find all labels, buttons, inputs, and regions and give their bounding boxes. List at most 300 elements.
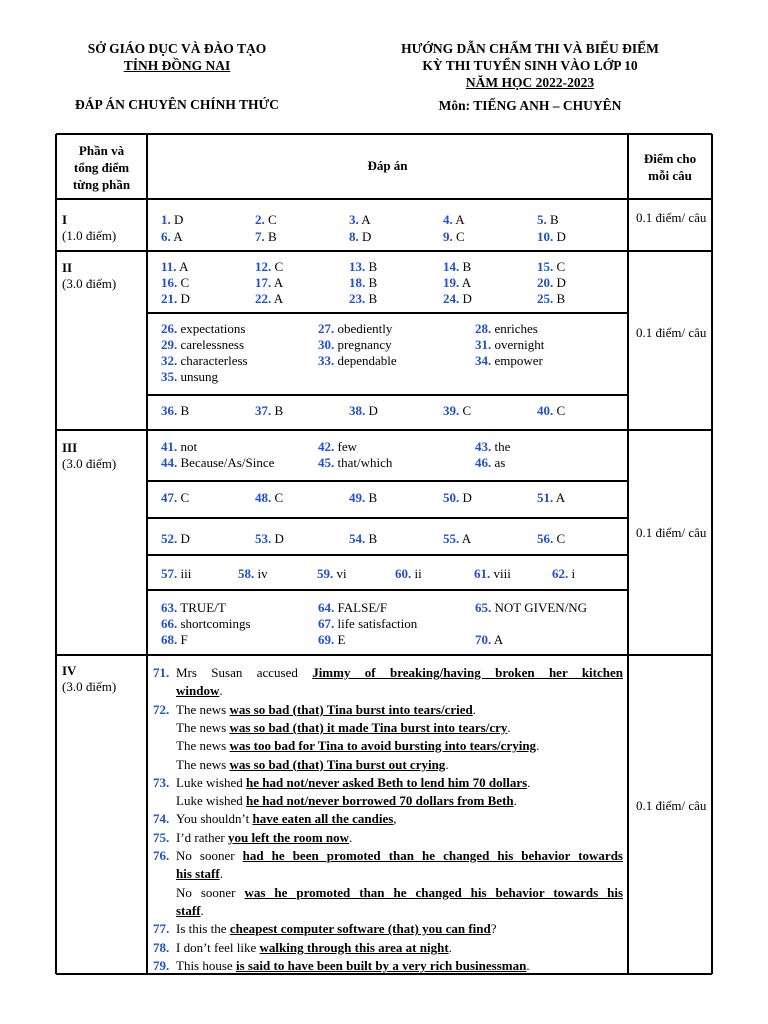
question-number: 10.: [537, 229, 554, 244]
answer-value: B: [553, 291, 566, 306]
answer-item: [318, 600, 387, 616]
sentence-stem: The news: [176, 738, 230, 754]
answer-item: [161, 616, 251, 632]
question-number: 32.: [161, 353, 178, 368]
sentence-end: .: [526, 957, 530, 973]
sentence-line: [153, 664, 623, 682]
answer-item: [161, 259, 188, 275]
sentence-stem: The news: [176, 701, 230, 717]
question-number: 4.: [443, 212, 453, 227]
sentence-text: [176, 702, 476, 717]
answer-item: [349, 229, 371, 245]
answer-item: [475, 337, 544, 353]
answer-phrase: you left the room now: [227, 829, 350, 845]
answer-item: [255, 291, 283, 307]
answer-item: [475, 632, 503, 648]
answer-value: Because/As/Since: [177, 455, 275, 470]
answer-value: unsung: [177, 369, 219, 384]
sentence-stem: Luke wished: [176, 774, 247, 790]
question-number: 74.: [153, 811, 170, 827]
header-part: Phần và tổng điểm từng phần: [72, 143, 131, 192]
question-number: 78.: [153, 939, 170, 955]
answer-item: [443, 275, 471, 291]
question-number: 26.: [161, 321, 178, 336]
table-rule: [56, 198, 712, 200]
answer-value: C: [177, 490, 190, 505]
answer-item: [255, 531, 284, 547]
answer-value: B: [365, 291, 378, 306]
answer-item: [395, 566, 422, 582]
answer-value: shortcomings: [177, 616, 251, 631]
table-rule: [147, 554, 628, 556]
answer-value: A: [553, 490, 566, 505]
question-number: 53.: [255, 531, 272, 546]
answer-phrase: he had not/never asked Beth to lend him 70 dollars: [246, 774, 528, 790]
answer-item: [161, 403, 189, 419]
answer-item: [161, 337, 244, 353]
answer-item: [443, 490, 472, 506]
answer-item: [475, 600, 587, 616]
answer-value: life satisfaction: [334, 616, 418, 631]
answer-item: [255, 403, 283, 419]
question-number: 3.: [349, 212, 359, 227]
question-number: 72.: [153, 701, 170, 717]
question-number: 51.: [537, 490, 554, 505]
table-rule: [56, 429, 712, 431]
answer-item: [443, 212, 465, 228]
answer-value: D: [271, 531, 284, 546]
sentence-text: [176, 738, 539, 753]
sentence-end: ,: [393, 811, 397, 827]
answer-item: [349, 275, 377, 291]
sentence-stem: No sooner: [176, 884, 245, 900]
question-number: 42.: [318, 439, 335, 454]
sentence-text: [176, 664, 623, 682]
answer-item: [537, 229, 566, 245]
question-number: 71.: [153, 665, 170, 680]
answer-value: D: [553, 275, 566, 290]
answer-value: not: [177, 439, 198, 454]
answer-value: D: [459, 490, 472, 505]
question-number: 50.: [443, 490, 460, 505]
answer-item: [255, 275, 283, 291]
question-number: 79.: [153, 957, 170, 973]
answer-value: A: [358, 212, 371, 227]
answer-item: [443, 403, 471, 419]
question-number: 29.: [161, 337, 178, 352]
sentence-end: .: [507, 719, 511, 735]
grading-guide-title: HƯỚNG DẪN CHẤM THI VÀ BIỂU ĐIỂM: [401, 41, 659, 56]
question-number: 52.: [161, 531, 178, 546]
score-per-question: 0.1 điểm/ câu: [636, 210, 707, 225]
sentence-text: [176, 793, 517, 808]
question-number: 40.: [537, 403, 554, 418]
header-score: Điểm cho mỗi câu: [643, 151, 697, 183]
sentence-text: [176, 940, 452, 955]
answer-value: overnight: [491, 337, 545, 352]
answer-item: [318, 321, 392, 337]
answer-item: [161, 353, 248, 369]
answer-item: [537, 403, 565, 419]
question-number: 22.: [255, 291, 272, 306]
header-right: [380, 40, 680, 114]
sentence-line: [153, 682, 623, 700]
answer-value: the: [491, 439, 511, 454]
question-number: 57.: [161, 566, 178, 581]
table-rule: [56, 250, 712, 252]
answer-value: A: [459, 531, 472, 546]
answer-value: B: [365, 490, 378, 505]
sentence-stem: The news: [176, 719, 230, 735]
sentence-stem: Luke wished: [176, 793, 247, 809]
answer-value: B: [271, 403, 284, 418]
question-number: 39.: [443, 403, 460, 418]
sentence-text: [176, 830, 352, 845]
sentence-end: .: [448, 939, 452, 955]
question-number: 48.: [255, 490, 272, 505]
question-number: 13.: [349, 259, 366, 274]
answer-item: [255, 259, 283, 275]
answer-item: [161, 321, 245, 337]
answer-item: [317, 566, 347, 582]
sentence-line: [153, 701, 623, 719]
answer-item: [443, 291, 472, 307]
sentence-end: .: [527, 774, 531, 790]
table-rule: [56, 133, 712, 135]
answer-item: [238, 566, 268, 582]
question-number: 61.: [474, 566, 491, 581]
question-number: 15.: [537, 259, 554, 274]
answer-value: D: [177, 291, 190, 306]
answer-value: FALSE/F: [334, 600, 388, 615]
answer-value: C: [553, 531, 566, 546]
answer-value: NOT GIVEN/NG: [491, 600, 588, 615]
official-answer-label: ĐÁP ÁN CHUYÊN CHÍNH THỨC: [74, 97, 279, 112]
answer-item: [255, 212, 277, 228]
sentence-line: [153, 957, 623, 975]
question-number: 17.: [255, 275, 272, 290]
sentence-text: [176, 847, 623, 865]
table-rule: [147, 480, 628, 482]
answer-item: [318, 455, 392, 471]
province-name: TỈNH ĐỒNG NAI: [123, 58, 231, 73]
answer-value: B: [365, 259, 378, 274]
question-number: 14.: [443, 259, 460, 274]
answer-value: A: [176, 259, 189, 274]
sentence-line: [153, 810, 623, 828]
answer-value: C: [177, 275, 190, 290]
answer-phrase: was so bad (that) it made Tina burst into tears/cry: [229, 719, 508, 735]
sentence-end: .: [536, 738, 540, 754]
answer-value: obediently: [334, 321, 393, 336]
answer-value: B: [365, 275, 378, 290]
part-title: III: [62, 440, 78, 455]
answer-value: D: [365, 403, 378, 418]
question-number: 28.: [475, 321, 492, 336]
sentence-line: [153, 829, 623, 847]
question-number: 6.: [161, 229, 171, 244]
sentence-text: [176, 903, 204, 918]
question-number: 43.: [475, 439, 492, 454]
sentence-line: [153, 884, 623, 902]
answer-item: [318, 616, 417, 632]
question-number: 27.: [318, 321, 335, 336]
answer-value: expectations: [177, 321, 246, 336]
subject-name: Môn: TIẾNG ANH – CHUYÊN: [438, 98, 622, 113]
question-number: 36.: [161, 403, 178, 418]
question-number: 64.: [318, 600, 335, 615]
question-number: 58.: [238, 566, 255, 581]
answer-value: A: [452, 212, 465, 227]
answer-item: [443, 531, 471, 547]
answer-phrase: had he been promoted than he changed his behavior towards: [242, 848, 623, 863]
table-rule: [711, 134, 713, 974]
question-number: 45.: [318, 455, 335, 470]
question-number: 73.: [153, 774, 170, 790]
sentence-end: .: [445, 756, 449, 772]
question-number: 2.: [255, 212, 265, 227]
question-number: 68.: [161, 632, 178, 647]
question-number: 55.: [443, 531, 460, 546]
sentence-stem: This house: [176, 957, 236, 973]
answer-item: [552, 566, 575, 582]
answer-item: [161, 439, 197, 455]
answer-value: enriches: [491, 321, 538, 336]
answer-value: i: [568, 566, 576, 581]
question-number: 60.: [395, 566, 412, 581]
question-number: 46.: [475, 455, 492, 470]
sentence-stem: No sooner: [176, 848, 243, 863]
department-name: SỞ GIÁO DỤC VÀ ĐÀO TẠO: [87, 41, 267, 56]
table-rule: [147, 589, 628, 591]
table-rule: [147, 394, 628, 396]
answer-item: [161, 212, 183, 228]
answer-item: [349, 212, 371, 228]
question-number: 77.: [153, 921, 170, 937]
question-number: 67.: [318, 616, 335, 631]
question-number: 8.: [349, 229, 359, 244]
sentence-end: .: [219, 866, 223, 882]
sentence-line: [153, 902, 623, 920]
exam-name: KỲ THI TUYỂN SINH VÀO LỚP 10: [422, 58, 638, 73]
question-number: 31.: [475, 337, 492, 352]
answer-value: B: [459, 259, 472, 274]
answer-item: [161, 490, 189, 506]
answer-value: empower: [491, 353, 543, 368]
answer-phrase: cheapest computer software (that) you can find: [229, 921, 491, 937]
question-number: 24.: [443, 291, 460, 306]
answer-item: [161, 455, 274, 471]
answer-phrase: was so bad (that) Tina burst into tears/cried: [229, 701, 473, 717]
question-number: 12.: [255, 259, 272, 274]
question-number: 18.: [349, 275, 366, 290]
sentence-text: [176, 866, 223, 881]
answer-value: A: [459, 275, 472, 290]
sentence-line: [153, 939, 623, 957]
answer-value: B: [365, 531, 378, 546]
sentence-line: [153, 756, 623, 774]
score-per-question: 0.1 điểm/ câu: [636, 798, 707, 813]
sentence-line: [153, 920, 623, 938]
question-number: 11.: [161, 259, 177, 274]
answer-item: [537, 490, 565, 506]
answer-item: [349, 531, 377, 547]
answer-phrase: his staff: [176, 866, 220, 882]
question-number: 19.: [443, 275, 460, 290]
answer-phrase: have eaten all the candies: [252, 811, 394, 827]
question-number: 62.: [552, 566, 569, 581]
answer-item: [537, 212, 559, 228]
question-number: 63.: [161, 600, 178, 615]
question-number: 35.: [161, 369, 178, 384]
answer-value: B: [264, 229, 277, 244]
answer-value: C: [271, 259, 284, 274]
answer-item: [255, 229, 277, 245]
part-points: (3.0 điểm): [62, 276, 117, 291]
answer-item: [349, 291, 377, 307]
answer-phrase: was too bad for Tina to avoid bursting into tears/crying: [229, 738, 537, 754]
answer-item: [537, 275, 566, 291]
answer-value: C: [271, 490, 284, 505]
answer-value: C: [459, 403, 472, 418]
answer-phrase: is said to have been built by a very rich businessman: [235, 957, 527, 973]
answer-value: C: [264, 212, 277, 227]
answer-item: [349, 403, 378, 419]
answer-value: ii: [411, 566, 422, 581]
question-number: 16.: [161, 275, 178, 290]
sentence-line: [153, 737, 623, 755]
sentence-end: .: [200, 902, 204, 918]
question-number: 69.: [318, 632, 335, 647]
question-number: 41.: [161, 439, 178, 454]
question-number: 59.: [317, 566, 334, 581]
sentence-line: [153, 719, 623, 737]
answer-item: [318, 353, 397, 369]
sentence-line: [153, 792, 623, 810]
answer-item: [161, 632, 188, 648]
sentence-text: [176, 921, 497, 936]
sentence-text: [176, 811, 397, 826]
question-number: 33.: [318, 353, 335, 368]
answer-value: F: [177, 632, 188, 647]
answer-value: D: [177, 531, 190, 546]
answer-item: [474, 566, 511, 582]
answer-item: [255, 490, 283, 506]
table-rule: [56, 654, 712, 656]
question-number: 34.: [475, 353, 492, 368]
sentence-stem: I’d rather: [176, 829, 228, 845]
question-number: 1.: [161, 212, 171, 227]
answer-phrase: staff: [176, 902, 201, 918]
sentence-text: [176, 683, 223, 698]
answer-value: D: [170, 212, 184, 227]
question-number: 9.: [443, 229, 453, 244]
part-points: (3.0 điểm): [62, 679, 117, 694]
header-answer: Đáp án: [367, 158, 408, 173]
question-number: 7.: [255, 229, 265, 244]
question-number: 30.: [318, 337, 335, 352]
answer-value: carelessness: [177, 337, 245, 352]
answer-item: [161, 275, 189, 291]
header-left: [72, 40, 282, 113]
answer-item: [537, 259, 565, 275]
answer-item: [161, 369, 218, 385]
answer-phrase: was so bad (that) Tina burst out crying: [229, 756, 446, 772]
question-number: 5.: [537, 212, 547, 227]
answer-value: A: [170, 229, 183, 244]
school-year: NĂM HỌC 2022-2023: [465, 75, 595, 90]
answer-phrase: walking through this area at night: [259, 939, 449, 955]
question-number: 56.: [537, 531, 554, 546]
answer-value: iv: [254, 566, 268, 581]
answer-item: [161, 600, 226, 616]
answer-item: [443, 259, 471, 275]
answer-value: few: [334, 439, 357, 454]
answer-value: A: [491, 632, 504, 647]
answer-value: C: [452, 229, 465, 244]
sentence-end: .: [219, 683, 223, 699]
answer-phrase: he had not/never borrowed 70 dollars from Beth: [246, 793, 514, 809]
score-per-question: 0.1 điểm/ câu: [636, 325, 707, 340]
part-title: I: [62, 212, 68, 227]
question-number: 47.: [161, 490, 178, 505]
answer-value: characterless: [177, 353, 248, 368]
answer-value: E: [334, 632, 346, 647]
answer-value: C: [553, 259, 566, 274]
answer-item: [161, 291, 190, 307]
sentence-text: [176, 958, 530, 973]
sentence-end: .: [472, 701, 476, 717]
part-title: IV: [62, 663, 77, 678]
question-number: 20.: [537, 275, 554, 290]
answer-item: [475, 321, 538, 337]
answer-value: A: [271, 291, 284, 306]
sentence-line: [153, 865, 623, 883]
part-points: (1.0 điểm): [62, 228, 117, 243]
sentence-end: ?: [490, 921, 497, 937]
sentence-end: .: [513, 793, 517, 809]
sentence-stem: I don’t feel like: [176, 939, 260, 955]
table-rule: [55, 134, 57, 974]
answer-value: B: [177, 403, 190, 418]
question-number: 75.: [153, 829, 170, 845]
answer-value: C: [553, 403, 566, 418]
answer-item: [475, 353, 543, 369]
answer-item: [318, 632, 345, 648]
answer-value: B: [546, 212, 559, 227]
table-rule: [147, 312, 628, 314]
answer-item: [161, 229, 183, 245]
part-title: II: [62, 260, 73, 275]
question-number: 54.: [349, 531, 366, 546]
answer-item: [349, 259, 377, 275]
question-number: 70.: [475, 632, 492, 647]
answer-value: TRUE/T: [177, 600, 226, 615]
answer-item: [537, 531, 565, 547]
answer-item: [318, 439, 357, 455]
sentence-text: [176, 757, 449, 772]
answer-phrase: window: [176, 683, 220, 699]
question-number: 38.: [349, 403, 366, 418]
question-number: 37.: [255, 403, 272, 418]
sentence-line: [153, 847, 623, 865]
answer-value: D: [358, 229, 372, 244]
answer-value: pregnancy: [334, 337, 392, 352]
question-number: 25.: [537, 291, 554, 306]
answer-item: [537, 291, 565, 307]
answer-value: D: [459, 291, 472, 306]
answer-value: A: [271, 275, 284, 290]
